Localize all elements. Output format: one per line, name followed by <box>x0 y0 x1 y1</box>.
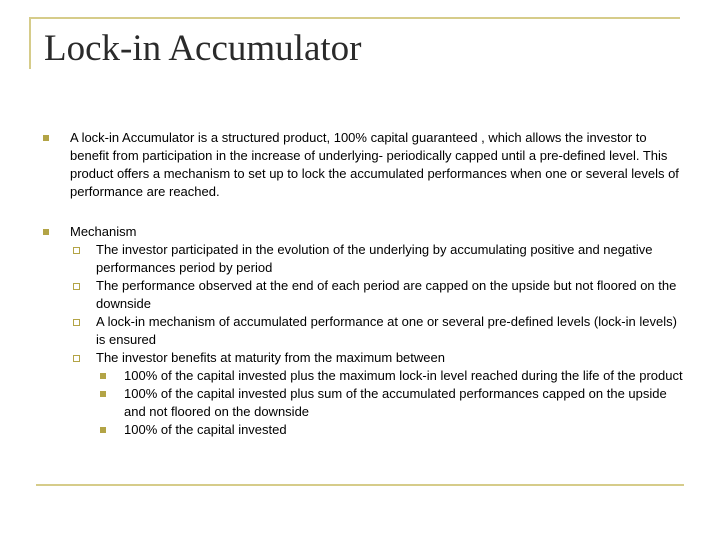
sub-sub-bullet-item <box>36 367 686 385</box>
bottom-rule <box>36 484 684 486</box>
sub-bullet-item <box>36 313 686 349</box>
sub-bullet-text: A lock-in mechanism of accumulated performance at one or several pre-defined levels (lock-in levels) is ensured <box>96 314 677 347</box>
sub-bullet-text: The performance observed at the end of each period are capped on the upside but not floored on the downside <box>96 278 677 311</box>
left-rule <box>29 17 31 69</box>
square-bullet-icon <box>43 229 49 235</box>
sub-bullet-text: The investor participated in the evolution of the underlying by accumulating positive and negative performances period by period <box>96 242 653 275</box>
hollow-square-bullet-icon <box>73 283 80 290</box>
sub-sub-bullet-item <box>36 385 686 421</box>
top-rule <box>30 17 680 19</box>
sub-sub-bullet-text: 100% of the capital invested <box>124 422 287 437</box>
sub-sub-bullet-text: 100% of the capital invested plus the maximum lock-in level reached during the life of the product <box>124 368 683 383</box>
hollow-square-bullet-icon <box>73 355 80 362</box>
bullet-text: Mechanism <box>70 224 137 239</box>
square-bullet-icon <box>100 373 106 379</box>
square-bullet-icon <box>100 391 106 397</box>
slide-content <box>36 129 686 439</box>
sub-bullet-item <box>36 241 686 277</box>
bullet-item <box>36 129 686 201</box>
square-bullet-icon <box>43 135 49 141</box>
sub-bullet-text: The investor benefits at maturity from the maximum between <box>96 350 445 365</box>
sub-sub-bullet-item <box>36 421 686 439</box>
sub-sub-bullet-text: 100% of the capital invested plus sum of the accumulated performances capped on the upside and not floored on the downside <box>124 386 667 419</box>
bullet-item <box>36 223 686 241</box>
sub-bullet-item <box>36 349 686 367</box>
sub-bullet-item <box>36 277 686 313</box>
bullet-text: A lock-in Accumulator is a structured product, 100% capital guaranteed , which allows the investor to benefit from participation in the increase of underlying- periodically capped until a pre-defined level. This product offers a mechanism to set up to lock the accumulated performances when one or several levels of performance are reached. <box>70 130 679 199</box>
slide-title: Lock-in Accumulator <box>44 28 362 69</box>
hollow-square-bullet-icon <box>73 319 80 326</box>
hollow-square-bullet-icon <box>73 247 80 254</box>
square-bullet-icon <box>100 427 106 433</box>
